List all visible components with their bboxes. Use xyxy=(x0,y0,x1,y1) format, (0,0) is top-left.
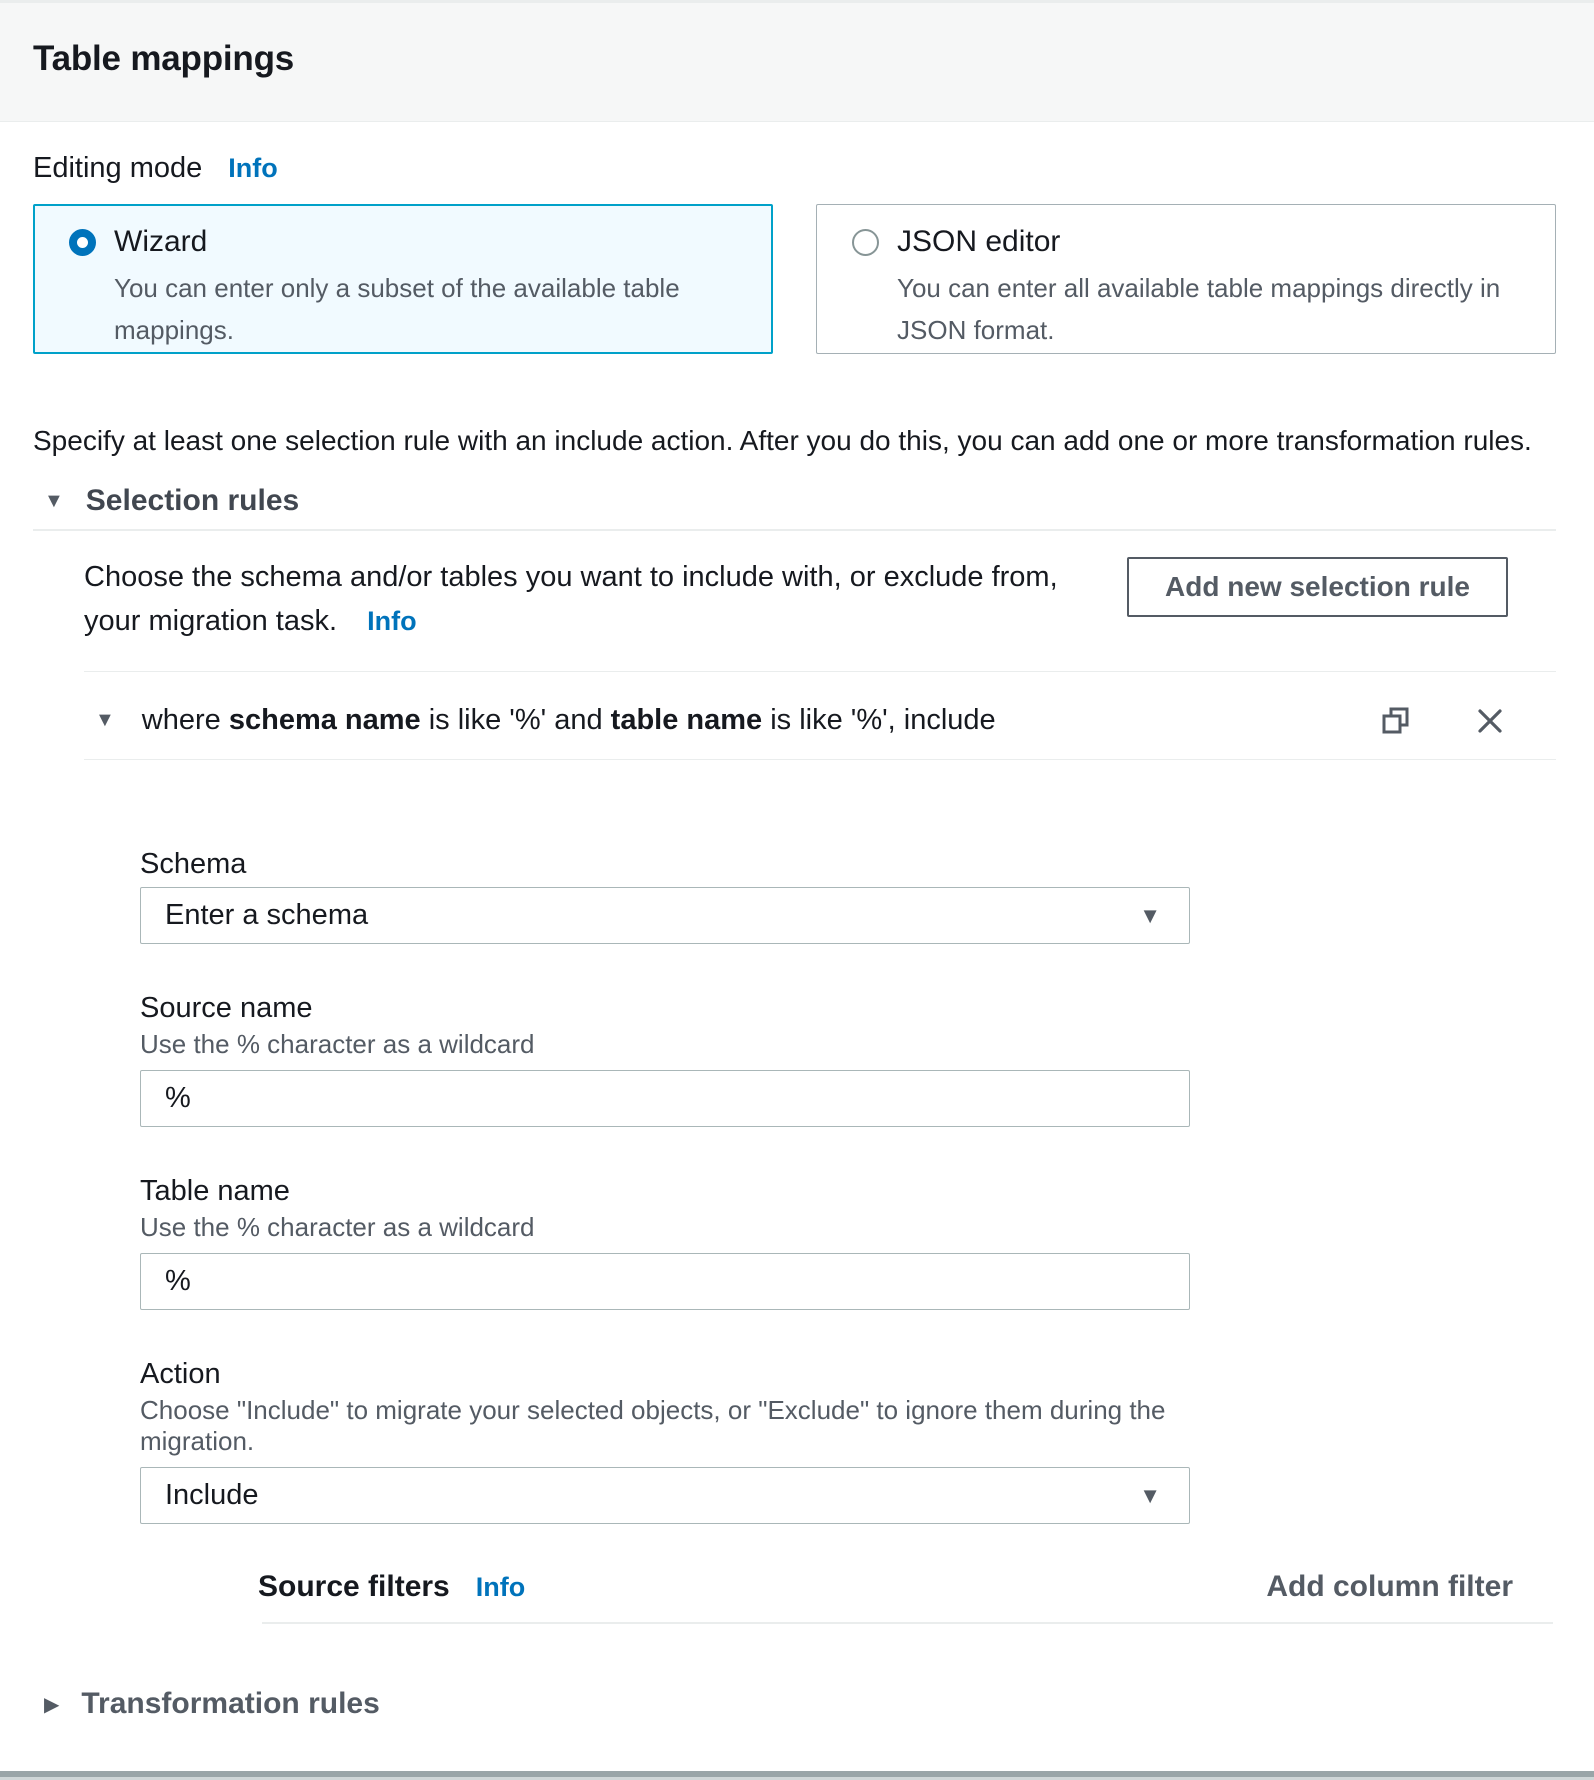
source-name-label: Source name xyxy=(140,992,313,1025)
selection-rules-info-link[interactable]: Info xyxy=(367,606,417,637)
rule-summary-where: where xyxy=(141,704,229,737)
json-editor-option-top xyxy=(852,225,1535,259)
selection-rules-divider xyxy=(33,529,1556,531)
rule-summary-mid1: is like '%' and xyxy=(420,704,611,737)
table-name-help-text: Use the % character as a wildcard xyxy=(140,1212,535,1243)
table-name-label: Table name xyxy=(140,1175,290,1208)
rule-actions xyxy=(1380,705,1506,737)
action-help-text: Choose "Include" to migrate your selected objects, or "Exclude" to ignore them during the migration. xyxy=(140,1395,1166,1457)
wizard-radio-button[interactable] xyxy=(69,229,96,256)
transformation-rules-expand-icon[interactable]: ▶ xyxy=(44,1693,60,1716)
rule-summary-schema: schema name xyxy=(228,704,421,737)
remove-rule-icon[interactable] xyxy=(1474,705,1506,737)
source-filters-divider xyxy=(262,1622,1553,1624)
wizard-option-label: Wizard xyxy=(114,225,208,258)
schema-select-caret-icon: ▼ xyxy=(1139,902,1161,928)
rule-bottom-divider xyxy=(84,759,1556,760)
editing-mode-label: Editing mode xyxy=(33,152,203,184)
source-filters-row xyxy=(258,1570,1556,1604)
selection-rules-title: Selection rules xyxy=(85,484,300,518)
page-title: Table mappings xyxy=(33,39,295,78)
editing-mode-options xyxy=(33,204,1556,354)
rule-collapse-icon[interactable]: ▼ xyxy=(95,709,115,732)
schema-select-value: Enter a schema xyxy=(165,899,369,932)
source-name-input[interactable] xyxy=(140,1070,1190,1127)
action-select-value: Include xyxy=(165,1479,259,1512)
editing-mode-info-link[interactable]: Info xyxy=(228,153,278,183)
selection-rule-header xyxy=(84,672,1556,759)
rule-summary-table: table name xyxy=(610,704,763,737)
duplicate-rule-icon[interactable] xyxy=(1380,705,1412,737)
source-name-help-text: Use the % character as a wildcard xyxy=(140,1029,535,1060)
selection-rules-description-text: Choose the schema and/or tables you want to include with, or exclude from, your migration task. xyxy=(84,561,1058,638)
transformation-rules-section-header[interactable] xyxy=(33,1686,1556,1722)
json-editor-option-card[interactable] xyxy=(816,204,1556,354)
action-select[interactable] xyxy=(140,1467,1190,1524)
action-field-group xyxy=(140,1358,1190,1524)
wizard-option-description: You can enter only a subset of the available table mappings. xyxy=(114,273,680,346)
transformation-rules-title: Transformation rules xyxy=(81,1687,380,1721)
rule-summary-text xyxy=(142,704,996,737)
schema-field-group xyxy=(140,848,1190,944)
rule-summary-mid2: is like '%', include xyxy=(762,704,996,737)
schema-label: Schema xyxy=(140,848,247,881)
json-editor-radio-button[interactable] xyxy=(852,229,879,256)
selection-rules-description xyxy=(84,555,1119,643)
wizard-option-top xyxy=(69,225,752,259)
action-label: Action xyxy=(140,1358,221,1391)
wizard-option-card[interactable] xyxy=(33,204,773,354)
table-mappings-header xyxy=(0,0,1594,122)
selection-rules-intro-text: Specify at least one selection rule with an include action. After you do this, you can add one or more transformation rules. xyxy=(33,425,1532,456)
selection-rules-section-header[interactable] xyxy=(33,483,1556,519)
source-name-field-group xyxy=(140,992,1190,1127)
table-mappings-content xyxy=(0,152,1594,1722)
schema-select[interactable] xyxy=(140,887,1190,944)
json-editor-option-description: You can enter all available table mappings directly in JSON format. xyxy=(897,273,1501,346)
table-name-input[interactable] xyxy=(140,1253,1190,1310)
json-editor-option-label: JSON editor xyxy=(897,225,1061,258)
selection-rules-collapse-icon[interactable]: ▼ xyxy=(44,489,64,512)
table-name-field-group xyxy=(140,1175,1190,1310)
add-new-selection-rule-button[interactable]: Add new selection rule xyxy=(1127,557,1508,617)
selection-rules-toolbar xyxy=(33,555,1556,655)
source-filters-label: Source filters xyxy=(258,1570,450,1604)
editing-mode-row xyxy=(33,152,1556,188)
selection-rule-body xyxy=(140,848,1556,1624)
source-filters-info-link[interactable]: Info xyxy=(475,1572,526,1603)
add-column-filter-button[interactable]: Add column filter xyxy=(1266,1570,1513,1604)
action-select-caret-icon: ▼ xyxy=(1139,1482,1161,1508)
